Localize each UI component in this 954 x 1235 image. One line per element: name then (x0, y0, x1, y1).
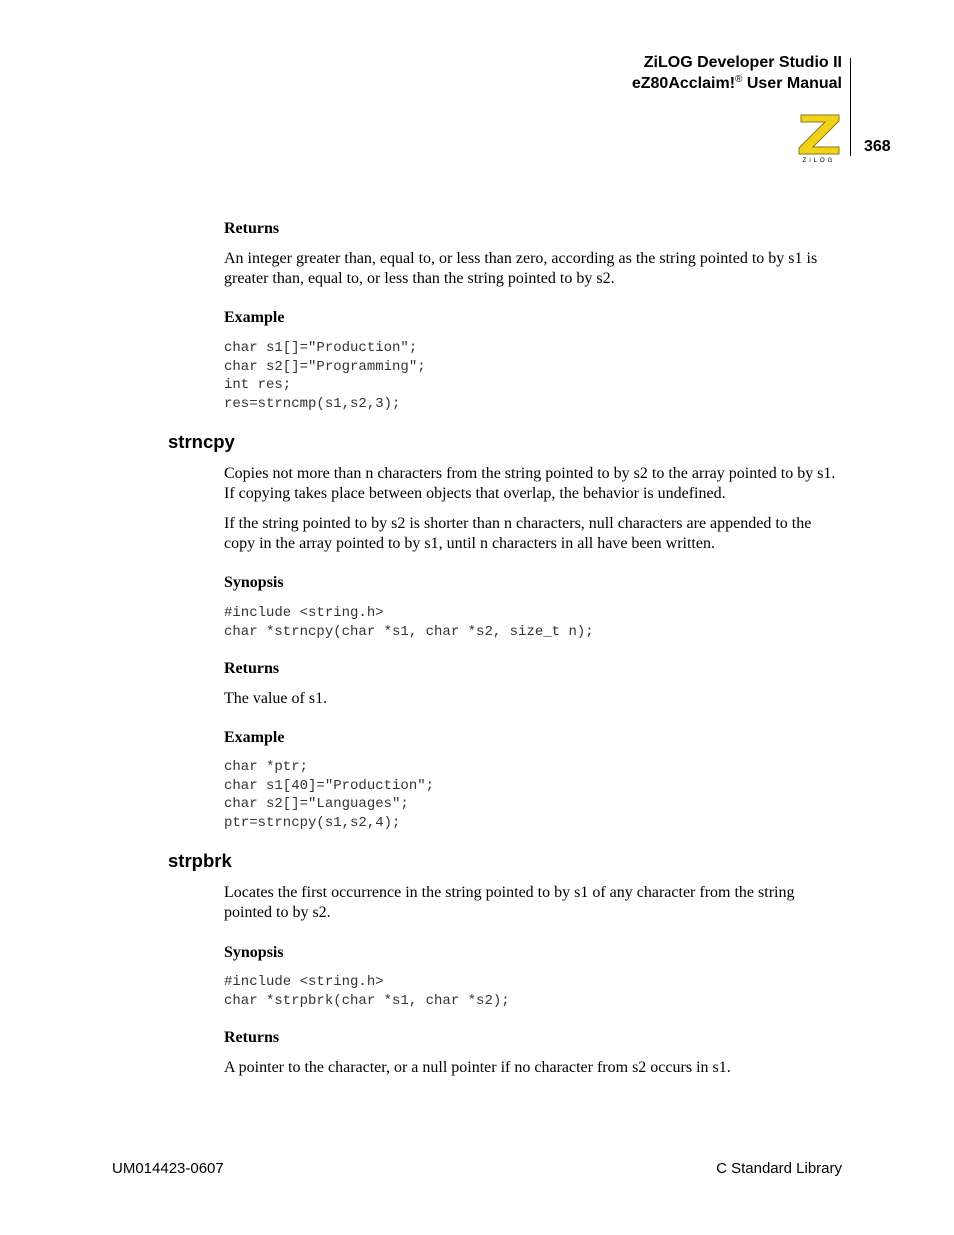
example-code: char s1[]="Production"; char s2[]="Programming"; int res; res=strncmp(s1,s2,3); (224, 340, 426, 413)
header-product: ZiLOG Developer Studio II (643, 54, 842, 71)
header-manual: eZ80Acclaim!® User Manual (631, 74, 842, 92)
section-title-strpbrk: strpbrk (168, 850, 232, 871)
returns-text: The value of s1. (224, 690, 328, 707)
footer-section: C Standard Library (716, 1160, 842, 1177)
synopsis-heading: Synopsis (224, 944, 284, 961)
strpbrk-desc-1: Locates the first occurrence in the string pointed to by s1 of any character from the string pointed to by s2. (224, 884, 795, 921)
returns-text: An integer greater than, equal to, or less than zero, according as the string pointed to by s1 is greater than, equal to, or less than the string pointed to by s2. (224, 250, 818, 287)
example-heading: Example (224, 729, 285, 746)
footer-doc-id: UM014423-0607 (112, 1160, 224, 1177)
returns-heading: Returns (224, 1029, 280, 1046)
example-code: char *ptr; char s1[40]="Production"; char s2[]="Languages"; ptr=strncpy(s1,s2,4); (224, 759, 435, 832)
synopsis-code: #include <string.h> char *strncpy(char *s1, char *s2, size_t n); (224, 605, 594, 640)
page-number: 368 (864, 138, 891, 155)
header-divider (850, 58, 851, 156)
svg-text:ZiLOG: ZiLOG (802, 158, 836, 163)
section-title-strncpy: strncpy (168, 431, 235, 452)
synopsis-heading: Synopsis (224, 574, 284, 591)
returns-text: A pointer to the character, or a null pointer if no character from s2 occurs in s1. (224, 1059, 731, 1076)
example-heading: Example (224, 309, 285, 326)
strncpy-desc-1: Copies not more than n characters from the string pointed to by s2 to the array pointed to by s1. If copying takes place between objects that overlap, the behavior is undefined. (224, 465, 836, 502)
returns-heading: Returns (224, 660, 280, 677)
returns-heading: Returns (224, 220, 280, 237)
strncpy-desc-2: If the string pointed to by s2 is shorter than n characters, null characters are appended to the copy in the array pointed to by s1, until n characters in all have been written. (224, 515, 812, 552)
running-header (632, 52, 842, 94)
zilog-logo-icon (795, 111, 843, 163)
synopsis-code: #include <string.h> char *strpbrk(char *s1, char *s2); (224, 974, 510, 1009)
